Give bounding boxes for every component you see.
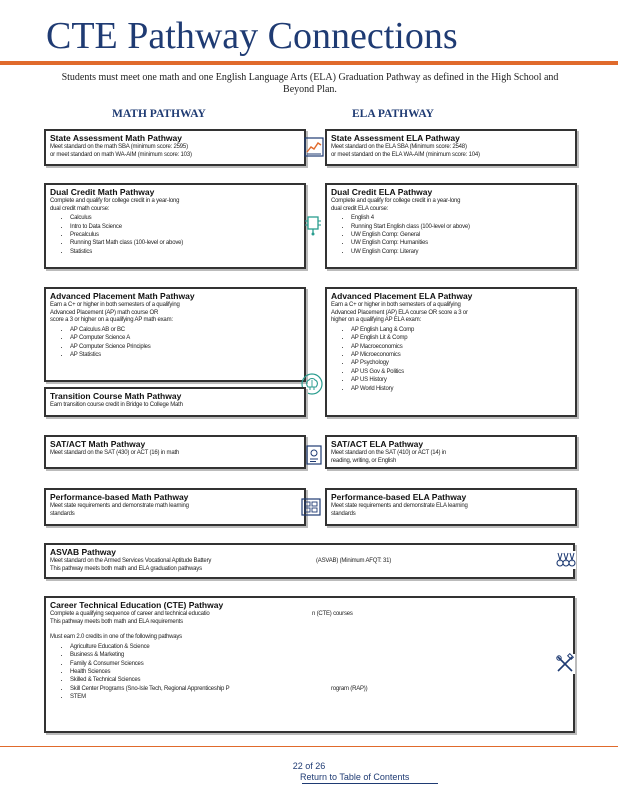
math-dual-credit-box: [44, 183, 306, 269]
box-title: Advanced Placement Math Pathway: [50, 291, 195, 301]
ela-state-assessment-box: [325, 129, 577, 166]
box-line: Complete and qualify for college credit in a year-long: [331, 198, 461, 204]
toc-link-underline: [302, 783, 438, 784]
list-item: • AP Computer Science Principles: [70, 343, 300, 351]
circuit-icon: [301, 213, 325, 237]
asvab-line-start: Meet standard on the Armed Services Vocational Aptitude Battery: [50, 558, 212, 564]
box-line: Meet state requirements and demonstrate ELA learning: [331, 503, 468, 509]
list-item: • English 4: [351, 214, 571, 222]
box-line: Earn a C+ or higher in both semesters of a qualifying: [331, 302, 461, 308]
asvab-line-end: (ASVAB) (Minimum AFQT: 31): [316, 558, 392, 564]
title-divider: [0, 61, 618, 65]
box-line: This pathway meets both math and ELA requirements: [50, 618, 183, 625]
list-item: • Skilled & Technical Sciences: [70, 676, 569, 684]
box-line: [50, 558, 569, 566]
dashboard-icon: [299, 495, 323, 519]
math-sat-act-box: [44, 435, 306, 469]
box-line: standards: [50, 510, 75, 517]
list-item: • AP US History: [351, 376, 571, 384]
list-item: • UW English Comp: Literary: [351, 248, 571, 256]
list-item: • Running Start Math class (100-level or above): [70, 239, 300, 247]
list-item: • STEM: [70, 693, 569, 701]
ela-dual-credit-box: [325, 183, 577, 269]
list-item: • Business & Marketing: [70, 651, 569, 659]
box-title: State Assessment Math Pathway: [50, 133, 182, 143]
list-item: • AP Macroeconomics: [351, 343, 571, 351]
box-line: Advanced Placement (AP) ELA course OR score a 3 or: [331, 309, 468, 316]
list-item: • AP US Gov & Politics: [351, 368, 571, 376]
box-title: SAT/ACT ELA Pathway: [331, 439, 424, 449]
box-title: Advanced Placement ELA Pathway: [331, 291, 473, 301]
list-item: [70, 685, 569, 693]
box-line: dual credit ELA course:: [331, 205, 389, 212]
box-title: State Assessment ELA Pathway: [331, 133, 460, 143]
list-item: • Intro to Data Science: [70, 223, 300, 231]
box-line: Must earn 2.0 credits in one of the following pathways: [50, 634, 182, 641]
asvab-pathway-box: [44, 543, 575, 579]
ela-pathway-heading: ELA PATHWAY: [352, 108, 434, 120]
list-item-start: Skill Center Programs (Sno-Isle Tech, Regional Apprenticeship P: [70, 685, 230, 692]
cte-line-start: Complete a qualifying sequence of career and technical educatio: [50, 611, 210, 617]
math-advanced-placement-box: [44, 287, 306, 382]
box-line: Earn transition course credit in Bridge to College Math: [50, 402, 183, 408]
box-line: This pathway meets both math and ELA graduation pathways: [50, 565, 202, 572]
box-line: standards: [331, 510, 356, 517]
list-item: • Agriculture Education & Science: [70, 643, 569, 651]
list-item: • AP Calculus AB or BC: [70, 326, 300, 334]
box-line: Meet standard on the ELA SBA (Minimum score: 2548): [331, 144, 467, 150]
math-pathway-heading: MATH PATHWAY: [112, 108, 206, 120]
page-number: 22 of 26: [292, 761, 326, 771]
box-line: Meet standard on the SAT (430) or ACT (16) in math: [50, 450, 180, 456]
box-title: SAT/ACT Math Pathway: [50, 439, 146, 449]
box-title: Dual Credit Math Pathway: [50, 187, 155, 197]
box-line: Advanced Placement (AP) math course OR: [50, 309, 159, 316]
list-item: • Calculus: [70, 214, 300, 222]
cte-pathway-box: [44, 596, 575, 733]
tools-icon: [553, 652, 577, 676]
list-item: • AP Computer Science A: [70, 334, 300, 342]
box-line: Meet state requirements and demonstrate math learning: [50, 503, 189, 509]
math-state-assessment-box: [44, 129, 306, 166]
box-line: Meet standard on the math SBA (minimum score: 2595): [50, 144, 188, 150]
box-title: Performance-based Math Pathway: [50, 492, 189, 502]
box-title: ASVAB Pathway: [50, 547, 116, 557]
medals-icon: [554, 548, 578, 572]
intro-text: Students must meet one math and one English Language Arts (ELA) Graduation Pathway as defined in the High School and Beyond Plan.: [61, 72, 559, 95]
return-to-toc-link[interactable]: Return to Table of Contents: [300, 772, 410, 782]
box-line: higher on a qualifying AP ELA exam:: [331, 317, 421, 324]
box-line: Meet standard on the SAT (410) or ACT (14) in: [331, 450, 447, 456]
list-item: • AP English Lit & Comp: [351, 334, 571, 342]
list-item: • AP Statistics: [70, 351, 300, 359]
ela-advanced-placement-box: [325, 287, 577, 417]
list-item: • Running Start English class (100-level or above): [351, 223, 571, 231]
list-item: • Family & Consumer Sciences: [70, 660, 569, 668]
footer-divider: [0, 746, 618, 747]
box-line: reading, writing, or English: [331, 457, 397, 464]
math-transition-course-box: [44, 387, 306, 417]
page-title: CTE Pathway Connections: [46, 15, 458, 57]
list-item: • UW English Comp: General: [351, 231, 571, 239]
list-item: • Health Sciences: [70, 668, 569, 676]
box-line: Complete and qualify for college credit in a year-long: [50, 198, 180, 204]
box-line: or meet standard on the ELA WA-AIM (minimum score: 104): [331, 151, 480, 158]
chart-icon: [302, 135, 326, 159]
box-title: Career Technical Education (CTE) Pathway: [50, 600, 224, 610]
box-line: Earn a C+ or higher in both semesters of a qualifying: [50, 302, 180, 308]
cte-line-end: n (CTE) courses: [312, 611, 353, 617]
box-title: Transition Course Math Pathway: [50, 391, 182, 401]
box-line: [50, 611, 569, 619]
list-item: • UW English Comp: Humanities: [351, 239, 571, 247]
box-line: score a 3 or higher on a qualifying AP math exam:: [50, 317, 173, 324]
list-item: • Statistics: [70, 248, 300, 256]
list-item: • Precalculus: [70, 231, 300, 239]
math-performance-box: [44, 488, 306, 526]
box-title: Performance-based ELA Pathway: [331, 492, 467, 502]
ela-sat-act-box: [325, 435, 577, 469]
test-sheet-icon: [302, 443, 326, 467]
list-item-end: rogram (RAP)): [331, 685, 368, 692]
list-item: • AP Microeconomics: [351, 351, 571, 359]
box-title: Dual Credit ELA Pathway: [331, 187, 433, 197]
list-item: • AP World History: [351, 385, 571, 393]
ela-performance-box: [325, 488, 577, 526]
list-item: • AP English Lang & Comp: [351, 326, 571, 334]
box-line: dual credit math course:: [50, 205, 110, 212]
list-item: • AP Psychology: [351, 359, 571, 367]
box-line: or meet standard on math WA-AIM (minimum score: 103): [50, 151, 192, 158]
